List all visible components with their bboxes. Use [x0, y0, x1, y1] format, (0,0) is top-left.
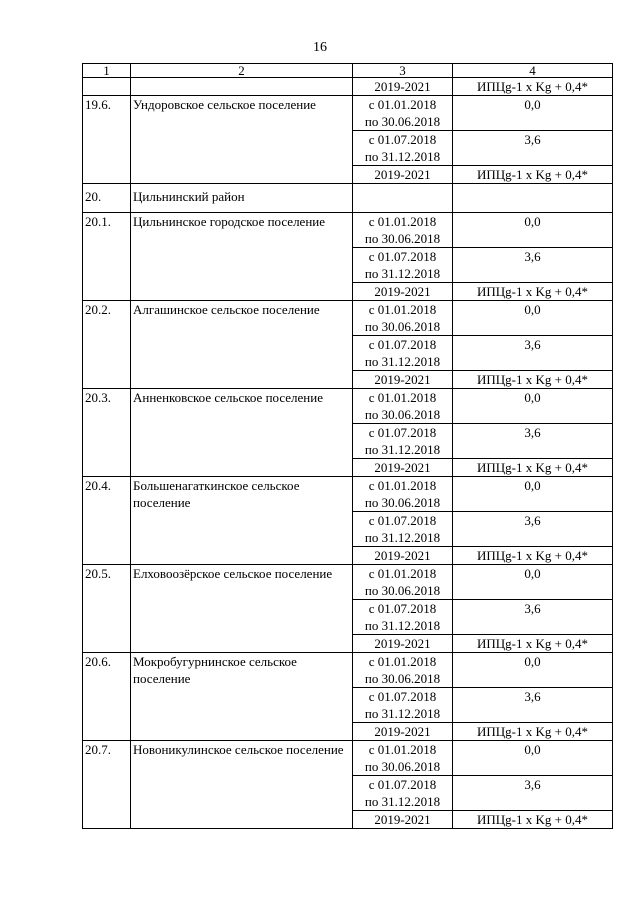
value-cell: ИПЦg-1 x Kg + 0,4* — [453, 78, 613, 96]
period-cell: с 01.07.2018 по 31.12.2018 — [353, 776, 453, 811]
value-cell: 0,0 — [453, 213, 613, 248]
value-cell: 3,6 — [453, 688, 613, 723]
row-number-cell: 20.1. — [83, 213, 131, 301]
period-cell: с 01.07.2018 по 31.12.2018 — [353, 336, 453, 371]
table-body — [83, 78, 613, 829]
tariff-table — [82, 63, 613, 829]
row-number-cell: 20.6. — [83, 653, 131, 741]
row-number-cell: 20. — [83, 184, 131, 213]
value-cell: 0,0 — [453, 653, 613, 688]
period-cell: 2019-2021 — [353, 635, 453, 653]
table-row — [83, 301, 613, 336]
table-row — [83, 96, 613, 131]
period-cell: с 01.07.2018 по 31.12.2018 — [353, 688, 453, 723]
period-cell: 2019-2021 — [353, 371, 453, 389]
page-number: 16 — [313, 40, 327, 55]
row-number-cell: 20.2. — [83, 301, 131, 389]
table-row — [83, 653, 613, 688]
row-number-cell — [83, 78, 131, 96]
period-cell: с 01.01.2018 по 30.06.2018 — [353, 96, 453, 131]
value-cell: ИПЦg-1 x Kg + 0,4* — [453, 371, 613, 389]
value-cell: 0,0 — [453, 565, 613, 600]
row-number-cell: 20.5. — [83, 565, 131, 653]
value-cell: 0,0 — [453, 96, 613, 131]
value-cell: ИПЦg-1 x Kg + 0,4* — [453, 547, 613, 565]
period-cell: с 01.07.2018 по 31.12.2018 — [353, 512, 453, 547]
period-cell: с 01.07.2018 по 31.12.2018 — [353, 131, 453, 166]
period-cell: 2019-2021 — [353, 166, 453, 184]
settlement-name-cell: Новоникулинское сельское поселение — [131, 741, 353, 829]
period-cell: с 01.01.2018 по 30.06.2018 — [353, 301, 453, 336]
table-row — [83, 78, 613, 96]
table-row — [83, 184, 613, 213]
value-cell: 0,0 — [453, 477, 613, 512]
table-header-row — [83, 64, 613, 78]
value-cell: 3,6 — [453, 336, 613, 371]
period-cell: с 01.01.2018 по 30.06.2018 — [353, 213, 453, 248]
value-cell: 3,6 — [453, 512, 613, 547]
value-cell: ИПЦg-1 x Kg + 0,4* — [453, 166, 613, 184]
table-row — [83, 565, 613, 600]
row-number-cell: 20.4. — [83, 477, 131, 565]
value-cell: 3,6 — [453, 424, 613, 459]
column-header: 1 — [83, 64, 131, 78]
table-row — [83, 477, 613, 512]
period-cell: 2019-2021 — [353, 547, 453, 565]
value-cell: 3,6 — [453, 131, 613, 166]
value-cell: 0,0 — [453, 301, 613, 336]
period-cell: с 01.01.2018 по 30.06.2018 — [353, 389, 453, 424]
value-cell: ИПЦg-1 x Kg + 0,4* — [453, 723, 613, 741]
settlement-name-cell: Ундоровское сельское поселение — [131, 96, 353, 184]
settlement-name-cell — [131, 78, 353, 96]
table-row — [83, 741, 613, 776]
period-cell: 2019-2021 — [353, 811, 453, 829]
value-cell: 0,0 — [453, 741, 613, 776]
period-cell: 2019-2021 — [353, 459, 453, 477]
settlement-name-cell: Цильнинское городское поселение — [131, 213, 353, 301]
settlement-name-cell: Алгашинское сельское поселение — [131, 301, 353, 389]
row-number-cell: 19.6. — [83, 96, 131, 184]
period-cell: 2019-2021 — [353, 723, 453, 741]
settlement-name-cell: Большенагаткинское сельское поселение — [131, 477, 353, 565]
period-cell: с 01.01.2018 по 30.06.2018 — [353, 565, 453, 600]
settlement-name-cell: Елховоозёрское сельское поселение — [131, 565, 353, 653]
settlement-name-cell: Анненковское сельское поселение — [131, 389, 353, 477]
value-cell: ИПЦg-1 x Kg + 0,4* — [453, 635, 613, 653]
value-cell: 0,0 — [453, 389, 613, 424]
period-cell: с 01.07.2018 по 31.12.2018 — [353, 248, 453, 283]
row-number-cell: 20.7. — [83, 741, 131, 829]
period-cell: с 01.01.2018 по 30.06.2018 — [353, 653, 453, 688]
settlement-name-cell: Мокробугурнинское сельское поселение — [131, 653, 353, 741]
table-row — [83, 213, 613, 248]
period-cell: с 01.07.2018 по 31.12.2018 — [353, 600, 453, 635]
period-cell: 2019-2021 — [353, 283, 453, 301]
value-cell — [453, 184, 613, 213]
row-number-cell: 20.3. — [83, 389, 131, 477]
column-header: 3 — [353, 64, 453, 78]
table-row — [83, 389, 613, 424]
period-cell: с 01.01.2018 по 30.06.2018 — [353, 477, 453, 512]
value-cell: ИПЦg-1 x Kg + 0,4* — [453, 811, 613, 829]
period-cell: с 01.01.2018 по 30.06.2018 — [353, 741, 453, 776]
column-header: 2 — [131, 64, 353, 78]
value-cell: ИПЦg-1 x Kg + 0,4* — [453, 459, 613, 477]
period-cell: 2019-2021 — [353, 78, 453, 96]
value-cell: 3,6 — [453, 600, 613, 635]
value-cell: 3,6 — [453, 776, 613, 811]
period-cell: с 01.07.2018 по 31.12.2018 — [353, 424, 453, 459]
value-cell: 3,6 — [453, 248, 613, 283]
column-header: 4 — [453, 64, 613, 78]
period-cell — [353, 184, 453, 213]
settlement-name-cell: Цильнинский район — [131, 184, 353, 213]
value-cell: ИПЦg-1 x Kg + 0,4* — [453, 283, 613, 301]
